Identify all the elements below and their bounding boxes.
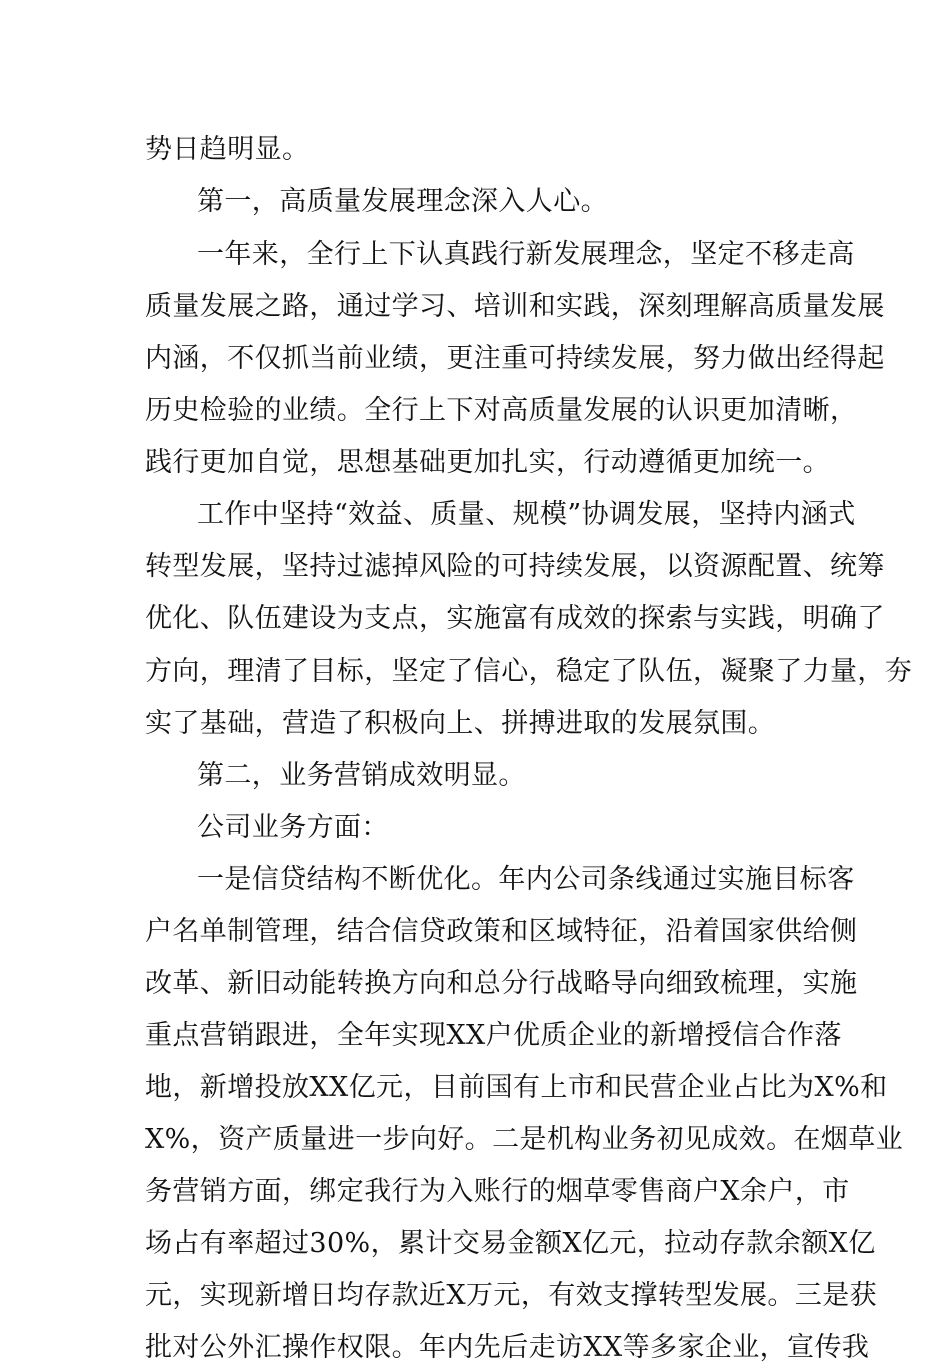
section-heading: 第一，高质量发展理念深入人心。 (197, 186, 608, 217)
text-line: 势日趋明显。 (145, 134, 310, 165)
text-line: 户名单制管理，结合信贷政策和区域特征，沿着国家供给侧 (145, 916, 858, 947)
text-line: 一是信贷结构不断优化。年内公司条线通过实施目标客 (197, 864, 855, 895)
subsection-heading: 公司业务方面： (197, 812, 389, 843)
text-line: 践行更加自觉，思想基础更加扎实，行动遵循更加统一。 (145, 447, 830, 478)
text-line: X%，资产质量进一步向好。二是机构业务初见成效。在烟草业 (145, 1124, 904, 1155)
text-line: 批对公外汇操作权限。年内先后走访XX等多家企业，宣传我 (145, 1332, 870, 1363)
text-line: 优化、队伍建设为支点，实施富有成效的探索与实践，明确了 (145, 603, 885, 634)
text-line: 转型发展，坚持过滤掉风险的可持续发展，以资源配置、统筹 (145, 551, 885, 582)
text-line: 工作中坚持“效益、质量、规模”协调发展，坚持内涵式 (197, 499, 856, 530)
text-line: 务营销方面，绑定我行为入账行的烟草零售商户X余户，市 (145, 1176, 850, 1207)
text-line: 地，新增投放XX亿元，目前国有上市和民营企业占比为X%和 (145, 1072, 888, 1103)
section-heading: 第二，业务营销成效明显。 (197, 760, 526, 791)
text-line: 方向，理清了目标，坚定了信心，稳定了队伍，凝聚了力量，夯 (145, 656, 913, 687)
text-line: 元，实现新增日均存款近X万元，有效支撑转型发展。三是获 (145, 1280, 878, 1311)
text-line: 质量发展之路，通过学习、培训和实践，深刻理解高质量发展 (145, 291, 885, 322)
text-line: 一年来，全行上下认真践行新发展理念，坚定不移走高 (197, 239, 855, 270)
text-line: 改革、新旧动能转换方向和总分行战略导向细致梳理，实施 (145, 968, 858, 999)
text-line: 实了基础，营造了积极向上、拼搏进取的发展氛围。 (145, 708, 776, 739)
text-line: 重点营销跟进，全年实现XX户优质企业的新增授信合作落 (145, 1020, 842, 1051)
text-line: 内涵，不仅抓当前业绩，更注重可持续发展，努力做出经得起 (145, 343, 885, 374)
text-line: 场占有率超过30%，累计交易金额X亿元，拉动存款余额X亿 (145, 1228, 876, 1259)
text-line: 历史检验的业绩。全行上下对高质量发展的认识更加清晰， (145, 395, 858, 426)
